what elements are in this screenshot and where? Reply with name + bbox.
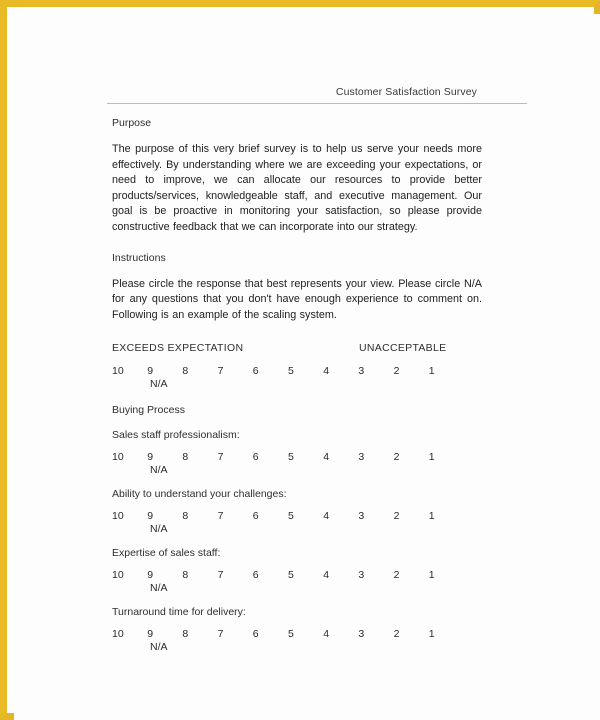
rating-option-4[interactable]: 4 — [323, 451, 330, 464]
question-item — [107, 488, 527, 539]
rating-option-10[interactable]: 10 — [112, 365, 124, 378]
rating-option-6[interactable]: 6 — [252, 365, 259, 378]
rating-option-10[interactable]: 10 — [112, 510, 124, 523]
rating-option-9[interactable]: 9 — [147, 628, 154, 641]
rating-option-1[interactable]: 1 — [428, 569, 435, 582]
rating-option-na[interactable]: N/A — [150, 378, 168, 391]
question-item — [107, 606, 527, 657]
rating-option-9[interactable]: 9 — [147, 510, 154, 523]
rating-option-8[interactable]: 8 — [182, 569, 189, 582]
rating-option-5[interactable]: 5 — [288, 628, 294, 641]
rating-option-na[interactable]: N/A — [150, 523, 168, 536]
scale-legend — [107, 342, 527, 357]
rating-option-7[interactable]: 7 — [217, 510, 224, 523]
rating-option-6[interactable]: 6 — [252, 628, 259, 641]
rating-option-3[interactable]: 3 — [358, 510, 365, 523]
rating-option-1[interactable]: 1 — [428, 451, 435, 464]
header-divider — [107, 103, 527, 104]
rating-option-5[interactable]: 5 — [288, 365, 294, 378]
rating-option-9[interactable]: 9 — [147, 569, 154, 582]
rating-option-3[interactable]: 3 — [358, 365, 365, 378]
rating-option-5[interactable]: 5 — [288, 569, 294, 582]
rating-option-na[interactable]: N/A — [150, 464, 168, 477]
rating-option-7[interactable]: 7 — [217, 569, 224, 582]
rating-option-8[interactable]: 8 — [182, 451, 189, 464]
rating-option-10[interactable]: 10 — [112, 451, 124, 464]
question-item — [107, 547, 527, 598]
rating-option-3[interactable]: 3 — [358, 451, 365, 464]
rating-option-6[interactable]: 6 — [252, 451, 259, 464]
rating-option-9[interactable]: 9 — [147, 365, 154, 378]
rating-option-3[interactable]: 3 — [358, 569, 365, 582]
rating-option-2[interactable]: 2 — [393, 510, 400, 523]
document-page — [14, 14, 600, 720]
rating-option-8[interactable]: 8 — [182, 628, 189, 641]
scale-row — [107, 628, 527, 657]
rating-option-2[interactable]: 2 — [393, 365, 400, 378]
instructions-paragraph: Please circle the response that best represents your view. Please circle N/A for any questions that you don't have enough experience to comment on. Following is an example of the scaling system. — [112, 277, 482, 321]
scale-row — [107, 510, 527, 539]
rating-option-7[interactable]: 7 — [217, 365, 224, 378]
rating-option-9[interactable]: 9 — [147, 451, 154, 464]
section-heading-buying-process: Buying Process — [112, 404, 185, 417]
rating-option-7[interactable]: 7 — [217, 628, 224, 641]
question-label: Turnaround time for delivery: — [112, 606, 246, 619]
rating-option-5[interactable]: 5 — [288, 510, 294, 523]
rating-option-1[interactable]: 1 — [428, 510, 435, 523]
rating-option-6[interactable]: 6 — [252, 569, 259, 582]
scale-row — [107, 451, 527, 480]
scale-label-unacceptable: UNACCEPTABLE — [359, 342, 447, 355]
rating-option-4[interactable]: 4 — [323, 510, 330, 523]
question-list — [107, 429, 527, 657]
rating-option-na[interactable]: N/A — [150, 582, 168, 595]
question-label: Sales staff professionalism: — [112, 429, 240, 442]
scale-row-example — [107, 365, 527, 394]
rating-option-1[interactable]: 1 — [428, 628, 435, 641]
question-label: Ability to understand your challenges: — [112, 488, 287, 501]
rating-option-na[interactable]: N/A — [150, 641, 168, 654]
rating-option-6[interactable]: 6 — [252, 510, 259, 523]
rating-option-2[interactable]: 2 — [393, 628, 400, 641]
rating-option-4[interactable]: 4 — [323, 569, 330, 582]
rating-option-4[interactable]: 4 — [323, 365, 330, 378]
rating-option-4[interactable]: 4 — [323, 628, 330, 641]
rating-option-2[interactable]: 2 — [393, 451, 400, 464]
rating-option-10[interactable]: 10 — [112, 569, 124, 582]
scale-label-exceeds: EXCEEDS EXPECTATION — [112, 342, 244, 355]
rating-option-5[interactable]: 5 — [288, 451, 294, 464]
rating-option-7[interactable]: 7 — [217, 451, 224, 464]
rating-option-1[interactable]: 1 — [428, 365, 435, 378]
question-label: Expertise of sales staff: — [112, 547, 221, 560]
rating-option-8[interactable]: 8 — [182, 510, 189, 523]
instructions-heading: Instructions — [112, 251, 166, 264]
rating-option-10[interactable]: 10 — [112, 628, 124, 641]
document-content — [107, 86, 527, 665]
document-header-title: Customer Satisfaction Survey — [335, 86, 477, 98]
question-item — [107, 429, 527, 480]
purpose-heading: Purpose — [112, 117, 152, 129]
scale-row — [107, 569, 527, 598]
rating-option-2[interactable]: 2 — [393, 569, 400, 582]
rating-option-3[interactable]: 3 — [358, 628, 365, 641]
rating-option-8[interactable]: 8 — [182, 365, 189, 378]
purpose-paragraph: The purpose of this very brief survey is to help us serve your needs more effectively. By understanding where we are exceeding your expectations, or need to improve, we can allocate our resources to provide better products/services, knowledgeable staff, and executive management. Our goal is be proactive in monitoring your satisfaction, so please provide constructive feedback that we can incorporate into our strategy. — [112, 143, 482, 233]
